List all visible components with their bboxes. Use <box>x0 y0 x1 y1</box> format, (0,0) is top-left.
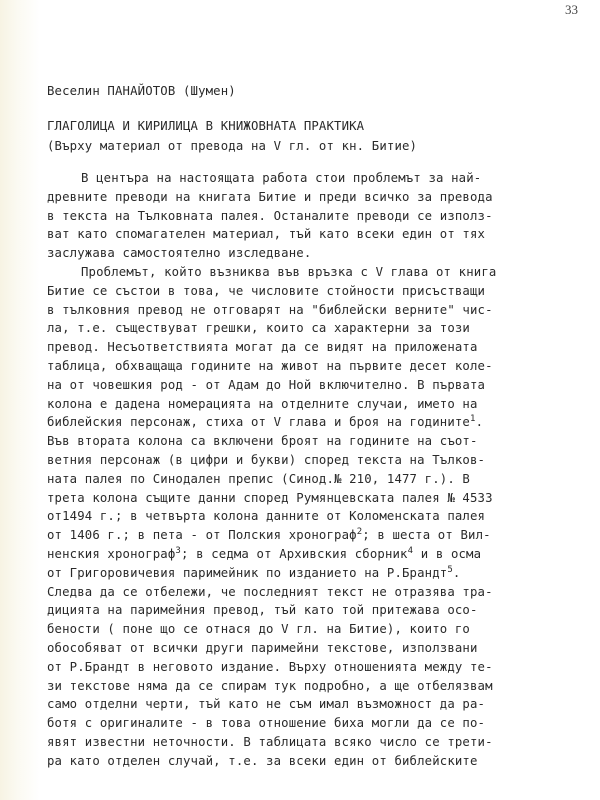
line-text: . <box>452 565 461 580</box>
paragraph-2-line: превод. Несъответствията могат да се видят на приложената <box>47 340 478 355</box>
paragraph-1-line: В центъра на настоящата работа стои проблемът за най- <box>81 171 482 185</box>
paragraph-2-line: Следва да се отбележи, че последният текст не отразява тра- <box>47 584 493 599</box>
paragraph-2-line <box>47 545 587 564</box>
line-text: ; в седма от Архивския сборник <box>181 546 408 561</box>
paragraph-2-line: трета колона същите данни според Румянцевската палея № 4533 <box>47 490 493 505</box>
paragraph-2-line: дицията на паримейния превод, тъй като той притежава осо- <box>47 603 478 618</box>
footnote-ref-2: 2 <box>356 527 363 538</box>
paragraph-2-line <box>47 564 587 583</box>
paragraph-2-line: ветния персонаж (в цифри и букви) според текста на Тълков- <box>47 452 486 467</box>
line-text: . <box>475 415 484 430</box>
paragraph-2-line: явят известни неточности. В таблицата всяко число се трети- <box>47 734 493 749</box>
footnote-ref-3: 3 <box>175 545 181 556</box>
paragraph-2-line <box>47 413 587 432</box>
paragraph-2-line: обособяват от всички други паримейни текстове, използвани <box>47 640 478 655</box>
paragraph-1-line: в текста на Тълковната палея. Останалите преводи се използ- <box>47 208 493 223</box>
line-text: и в осма <box>413 546 482 561</box>
paragraph-2-line <box>47 526 587 545</box>
paragraph-2-line: ботя с оригиналите - в това отношение биха могли да се по- <box>47 716 486 731</box>
paragraph-1-line: ват като спомагателен материал, тъй като всеки един от тях <box>47 227 486 242</box>
paragraph-2-line: на от човешкия род - от Адам до Ной включително. В първата <box>47 377 486 392</box>
author-line: Веселин ПАНАЙОТОВ (Шумен) <box>47 84 236 98</box>
footnote-ref-1: 1 <box>470 414 476 425</box>
article-title: ГЛАГОЛИЦА И КИРИЛИЦА В КНИЖОВНАТА ПРАКТИКА <box>47 119 365 133</box>
paragraph-2-line: колона е дадена номерацията на отделните случаи, името на <box>47 396 478 411</box>
paragraph-2-line: зи текстове няма да се спирам тук подробно, а ще отбелязвам <box>47 678 493 693</box>
paragraph-2-line: от1494 г.; в четвърта колона данните от Коломенската палея <box>47 509 486 524</box>
paragraph-2-line: в тълковния превод не отговарят на "библейски верните" чис- <box>47 302 493 317</box>
paragraph-2-line: само отделни черти, тъй като не съм имал възможност да ра- <box>47 697 486 712</box>
body-text <box>47 169 587 771</box>
paragraph-1-line: заслужава самостоятелно изследване. <box>47 246 312 261</box>
paragraph-2-line: Проблемът, който възниква във връзка с V глава от книга <box>81 264 497 279</box>
line-text: от Григоровичевия паримейник по изданието на Р.Брандт <box>47 565 448 580</box>
paragraph-2-line: бености ( поне що се отнася до V гл. на Битие), които го <box>47 622 470 637</box>
line-text: ; в шеста от Вил- <box>362 528 491 543</box>
paragraph-2-line: Във втората колона са включени броят на годините на съот- <box>47 434 478 449</box>
paragraph-2-line: Битие се състои в това, че числовите стойности присъстващи <box>47 283 486 298</box>
line-text: библейския персонаж, стиха от V глава и броя на годините <box>47 415 470 430</box>
footnote-ref-5: 5 <box>447 564 453 575</box>
page-number: 33 <box>565 2 578 17</box>
paragraph-1-line: древните преводи на книгата Битие и преди всичко за превода <box>47 189 493 204</box>
footnote-ref-4: 4 <box>407 545 414 556</box>
paragraph-2-line: ра като отделен случай, т.е. за всеки един от библейските <box>47 753 478 768</box>
paragraph-2-line: таблица, обхващаща годините на живот на първите десет коле- <box>47 358 493 373</box>
line-text: ненския хронограф <box>47 546 176 561</box>
paragraph-2-line: ла, т.е. съществуват грешки, които са характерни за този <box>47 321 470 336</box>
article-subtitle: (Върху материал от превода на V гл. от кн. Битие) <box>47 139 418 153</box>
paragraph-2-line: ната палея по Синодален препис (Синод.№ 210, 1477 г.). В <box>47 471 470 486</box>
line-text: от 1406 г.; в пета - от Полския хронограф <box>47 528 357 543</box>
paragraph-2-line: от Р.Брандт в неговото издание. Върху отношенията между те- <box>47 659 493 674</box>
